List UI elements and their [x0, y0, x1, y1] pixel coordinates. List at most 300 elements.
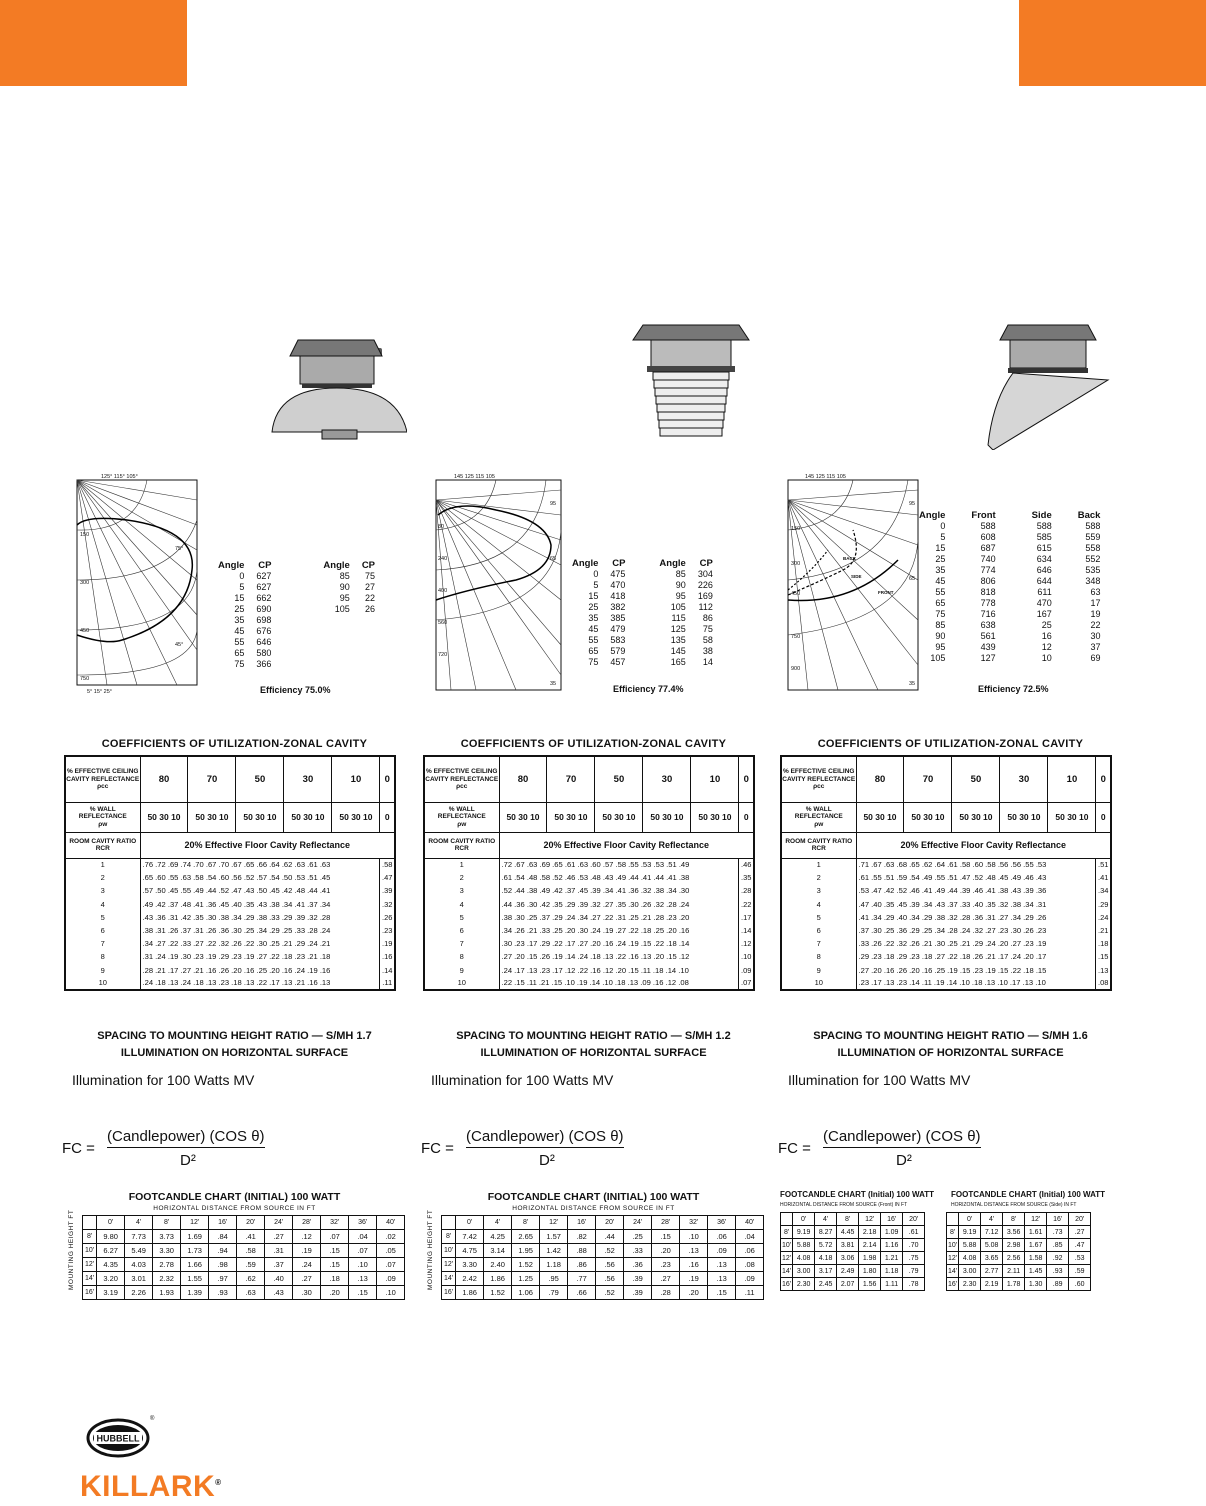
fc-value: 2.14: [859, 1239, 881, 1252]
fc-value: .04: [349, 1230, 377, 1244]
fc-value: .62: [237, 1272, 265, 1286]
cp-angle: 0: [239, 571, 245, 581]
svg-text:65: 65: [550, 556, 557, 562]
ceiling-value: 30: [643, 756, 691, 802]
cu-row: [65, 911, 395, 924]
ceiling-value: 0: [739, 756, 754, 802]
fc-value: .66: [568, 1286, 596, 1300]
formula-numerator: (Candlepower) (COS θ): [466, 1128, 624, 1148]
logo-badge-text: HUBBELL: [96, 1433, 140, 1444]
cu-row: [781, 898, 1111, 911]
svg-text:®: ®: [150, 1416, 155, 1422]
fc-value: 2.40: [484, 1258, 512, 1272]
ceiling-value: 80: [856, 756, 904, 802]
cu-zero-value: .29: [1096, 898, 1111, 911]
cp-angle: 0: [593, 569, 599, 579]
cu-table: [64, 755, 396, 991]
fc-value: .15: [652, 1230, 680, 1244]
wall-reflectance-symbol: ρw: [457, 820, 467, 828]
rcr-value: 4: [424, 898, 499, 911]
fc-row: [83, 1230, 405, 1244]
cp-header-angle: Angle: [572, 558, 599, 569]
cu-zero-value: .19: [380, 937, 395, 950]
cp-row: 55 818 611 63: [935, 587, 1101, 597]
cp-angle: 145: [670, 646, 686, 656]
fc-row: [781, 1278, 925, 1291]
svg-text:150: 150: [80, 532, 90, 538]
fc-value: 1.18: [881, 1265, 903, 1278]
cu-row: [424, 911, 754, 924]
killark-logo-text: KILLARK®: [80, 1470, 222, 1503]
cp-row: 65 778 470 17: [935, 598, 1101, 608]
lower-section-3: [778, 300, 1123, 1300]
fc-value: .82: [568, 1230, 596, 1244]
mounting-height-label: MOUNTING HEIGHT FT: [427, 1209, 434, 1290]
cu-row: [424, 884, 754, 897]
svg-text:125° 115° 105°: 125° 115° 105°: [101, 474, 138, 480]
fc-value: .27: [652, 1272, 680, 1286]
fc-value: 3.73: [153, 1230, 181, 1244]
footcandle-table-wrap: [82, 1215, 405, 1300]
fc-value: .28: [652, 1286, 680, 1300]
fc-value: .36: [624, 1258, 652, 1272]
cp-value: 580: [256, 648, 272, 658]
cp-angle: 45: [588, 624, 599, 634]
cu-table-title: COEFFICIENTS OF UTILIZATION-ZONAL CAVITY: [460, 738, 727, 750]
fc-value: .05: [377, 1244, 405, 1258]
cp-row: 75 716 167 19: [935, 609, 1101, 619]
cp-header-cp: CP: [612, 558, 626, 569]
svg-text:450: 450: [80, 628, 90, 634]
fc-value: .13: [708, 1272, 736, 1286]
rcr-value: 2: [781, 871, 856, 884]
fc-value: 3.30: [456, 1258, 484, 1272]
svg-text:300: 300: [791, 561, 801, 567]
svg-text:95: 95: [909, 501, 916, 507]
wall-value: 0: [739, 802, 754, 832]
fc-value: .56: [596, 1258, 624, 1272]
lower-section-1: [62, 300, 407, 1300]
wall-value: 0: [1096, 802, 1111, 832]
cp-value: 470: [610, 580, 626, 590]
fc-col-header: 12': [540, 1216, 568, 1230]
cp-value: 627: [256, 571, 272, 581]
svg-text:240: 240: [438, 556, 448, 562]
rcr-label: ROOM CAVITY RATIO RCR: [65, 832, 140, 858]
cp-value: 418: [610, 591, 626, 601]
floor-cavity-note: 20% Effective Floor Cavity Reflectance: [856, 832, 1111, 858]
cp-angle: 15: [588, 591, 599, 601]
fc-row: [947, 1278, 1091, 1291]
efficiency-label: Efficiency 75.0%: [260, 685, 331, 695]
rcr-value: 7: [781, 937, 856, 950]
fc-value: 3.65: [981, 1252, 1003, 1265]
fc-value: 4.03: [125, 1258, 153, 1272]
fc-row: [947, 1265, 1091, 1278]
cu-zero-value: .14: [739, 924, 754, 937]
fc-col-header: 12': [1025, 1213, 1047, 1226]
cu-values: .72 .67 .63 .69 .65 .61 .63 .60 .57 .58 .55 .53 .53 .51 .49: [499, 858, 739, 871]
rcr-value: 8: [65, 950, 140, 963]
fc-value: 9.80: [97, 1230, 125, 1244]
fc-value: .27: [265, 1230, 293, 1244]
fc-value: .70: [903, 1239, 925, 1252]
fc-value: 4.08: [959, 1252, 981, 1265]
cp-angle: 25: [588, 602, 599, 612]
fc-value: 1.56: [859, 1278, 881, 1291]
fc-value: 1.45: [1025, 1265, 1047, 1278]
svg-text:300: 300: [80, 580, 90, 586]
fc-value: 1.30: [1025, 1278, 1047, 1291]
ceiling-value: 0: [1096, 756, 1111, 802]
cp-value: 169: [697, 591, 713, 601]
wall-value: 50 30 10: [1000, 802, 1048, 832]
fc-value: .04: [736, 1230, 764, 1244]
fc-value: 3.20: [97, 1272, 125, 1286]
cp-value: 226: [697, 580, 713, 590]
cp-value: 627: [256, 582, 272, 592]
fc-value: 1.25: [512, 1272, 540, 1286]
cu-values: .53 .47 .42 .52 .46 .41 .49 .44 .39 .46 .41 .38 .43 .39 .36: [856, 884, 1096, 897]
fc-value: 3.56: [1003, 1226, 1025, 1239]
cu-row: [781, 911, 1111, 924]
cu-values: .37 .30 .25 .36 .29 .25 .34 .28 .24 .32 .27 .23 .30 .26 .23: [856, 924, 1096, 937]
fc-value: 1.58: [1025, 1252, 1047, 1265]
fc-value: .52: [596, 1244, 624, 1258]
cp-angle: 35: [588, 613, 599, 623]
fc-value: 2.56: [1003, 1252, 1025, 1265]
rcr-value: 3: [65, 884, 140, 897]
fc-col-header: 16': [1047, 1213, 1069, 1226]
fc-value: .15: [321, 1258, 349, 1272]
fc-value: .19: [293, 1244, 321, 1258]
wall-value: 50 30 10: [236, 802, 284, 832]
fc-row: [83, 1286, 405, 1300]
fc-value: 1.61: [1025, 1226, 1047, 1239]
rcr-value: 10: [424, 977, 499, 990]
cu-table: [423, 755, 755, 991]
floor-cavity-note: 20% Effective Floor Cavity Reflectance: [499, 832, 754, 858]
fc-value: .98: [209, 1258, 237, 1272]
cp-angle: 125: [670, 624, 686, 634]
cp-angle: 95: [675, 591, 686, 601]
fc-height: 12': [442, 1258, 456, 1272]
cp-angle: 15: [234, 593, 245, 603]
fc-row: [947, 1252, 1091, 1265]
cp-value: 22: [365, 593, 376, 603]
fc-value: 3.17: [815, 1265, 837, 1278]
fc-row: [442, 1244, 764, 1258]
cu-zero-value: .32: [380, 898, 395, 911]
cu-row: [424, 858, 754, 871]
fc-value: 2.18: [859, 1226, 881, 1239]
fc-value: .44: [596, 1230, 624, 1244]
fc-corner: [947, 1213, 959, 1226]
polar-label-front: FRONT: [878, 590, 894, 595]
rcr-value: 2: [65, 871, 140, 884]
fc-value: .20: [652, 1244, 680, 1258]
fc-row: [781, 1226, 925, 1239]
cp-angle: 65: [588, 646, 599, 656]
cu-zero-value: .16: [380, 950, 395, 963]
fc-col-header: 16': [881, 1213, 903, 1226]
fc-col-header: 4': [981, 1213, 1003, 1226]
rcr-label: ROOM CAVITY RATIO RCR: [424, 832, 499, 858]
cu-values: .31 .24 .19 .30 .23 .19 .29 .23 .19 .27 .22 .18 .23 .21 .18: [140, 950, 380, 963]
wall-value: 50 30 10: [332, 802, 380, 832]
polar-label-side: SIDE: [851, 574, 862, 579]
cp-value: 304: [697, 569, 713, 579]
fc-value: .24: [293, 1258, 321, 1272]
cu-values: .30 .23 .17 .29 .22 .17 .27 .20 .16 .24 .19 .15 .22 .18 .14: [499, 937, 739, 950]
fc-height: 16': [442, 1286, 456, 1300]
fc-value: .09: [736, 1272, 764, 1286]
fc-value: 6.27: [97, 1244, 125, 1258]
cp-angle: 90: [339, 582, 350, 592]
cu-values: .34 .27 .22 .33 .27 .22 .32 .26 .22 .30 .25 .21 .29 .24 .21: [140, 937, 380, 950]
cu-row: [65, 858, 395, 871]
cp-value: 690: [256, 604, 272, 614]
rcr-value: 6: [781, 924, 856, 937]
wall-value: 50 30 10: [284, 802, 332, 832]
fc-value: 4.45: [837, 1226, 859, 1239]
fc-value: 1.21: [881, 1252, 903, 1265]
fc-value: .39: [624, 1272, 652, 1286]
fc-col-header: 20': [1069, 1213, 1091, 1226]
fc-value: 8.27: [815, 1226, 837, 1239]
fc-value: 2.42: [456, 1272, 484, 1286]
cp-angle: 105: [334, 604, 350, 614]
cu-values: .27 .20 .15 .26 .19 .14 .24 .18 .13 .22 .16 .13 .20 .15 .12: [499, 950, 739, 963]
cp-angle: 55: [588, 635, 599, 645]
cu-row: [424, 924, 754, 937]
wall-value: 50 30 10: [643, 802, 691, 832]
cp-row: 25 740 634 552: [935, 554, 1101, 564]
fc-value: .12: [293, 1230, 321, 1244]
cu-zero-value: .21: [1096, 924, 1111, 937]
cp-header-angle: Angle: [218, 560, 245, 571]
illumination-title: ILLUMINATION ON HORIZONTAL SURFACE: [120, 1047, 349, 1059]
fc-row: [442, 1230, 764, 1244]
cu-zero-value: .41: [1096, 871, 1111, 884]
fc-value: 1.93: [153, 1286, 181, 1300]
fc-col-header: 8': [512, 1216, 540, 1230]
cu-values: .24 .17 .13 .23 .17 .12 .22 .16 .12 .20 .15 .11 .18 .14 .10: [499, 964, 739, 977]
fc-value: 2.98: [1003, 1239, 1025, 1252]
wall-reflectance-label: [65, 802, 140, 832]
rcr-value: 8: [781, 950, 856, 963]
fc-value: 1.11: [881, 1278, 903, 1291]
fc-value: 4.18: [815, 1252, 837, 1265]
spacing-ratio: SPACING TO MOUNTING HEIGHT RATIO — S/MH 1.7: [97, 1030, 372, 1042]
svg-text:150: 150: [791, 526, 801, 532]
cu-row: [424, 977, 754, 990]
fc-height: 16': [781, 1278, 793, 1291]
fc-value: .92: [1047, 1252, 1069, 1265]
cu-zero-value: .23: [380, 924, 395, 937]
cp-value: 583: [610, 635, 626, 645]
cp-value: 698: [256, 615, 272, 625]
fc-col-header: 4': [815, 1213, 837, 1226]
cp-row: 0 588 588 588: [940, 521, 1101, 531]
fc-col-header: 24': [265, 1216, 293, 1230]
cu-zero-value: .08: [1096, 977, 1111, 990]
ceiling-reflectance-label: [781, 756, 856, 802]
fc-col-header: 0': [97, 1216, 125, 1230]
fc-col-header: 12': [859, 1213, 881, 1226]
svg-text:95: 95: [550, 501, 557, 507]
fc-col-header: 16': [568, 1216, 596, 1230]
fc-value: .13: [708, 1258, 736, 1272]
wall-reflectance-text: % WALL REFLECTANCE: [794, 805, 843, 821]
fc-row: [442, 1286, 764, 1300]
cp-row: 95 439 12 37: [935, 642, 1101, 652]
cu-zero-value: .34: [1096, 884, 1111, 897]
fc-value: 1.98: [859, 1252, 881, 1265]
cu-zero-value: .09: [739, 964, 754, 977]
rcr-value: 9: [781, 964, 856, 977]
formula-numerator: (Candlepower) (COS θ): [823, 1128, 981, 1148]
cp-angle: 5: [239, 582, 245, 592]
fc-row: [781, 1252, 925, 1265]
fc-height: 12': [781, 1252, 793, 1265]
cp-value: 366: [256, 659, 272, 669]
cu-values: .34 .26 .21 .33 .25 .20 .30 .24 .19 .27 .22 .18 .25 .20 .16: [499, 924, 739, 937]
cu-zero-value: .12: [739, 937, 754, 950]
fc-value: 1.52: [484, 1286, 512, 1300]
cu-zero-value: .11: [380, 977, 395, 990]
fc-value: .15: [349, 1286, 377, 1300]
ceiling-value: 70: [904, 756, 952, 802]
svg-text:45°: 45°: [175, 642, 184, 648]
fc-col-header: 28': [293, 1216, 321, 1230]
cu-values: .28 .21 .17 .27 .21 .16 .26 .20 .16 .25 .20 .16 .24 .19 .16: [140, 964, 380, 977]
cp-header-angle: Angle: [919, 510, 946, 521]
cp-value: 14: [702, 657, 713, 667]
cu-values: .27 .20 .16 .26 .20 .16 .25 .19 .15 .23 .19 .15 .22 .18 .15: [856, 964, 1096, 977]
fc-value: 2.07: [837, 1278, 859, 1291]
cp-angle: 105: [670, 602, 686, 612]
ceiling-value: 70: [188, 756, 236, 802]
fc-height: 14': [781, 1265, 793, 1278]
wall-value: 50 30 10: [1048, 802, 1096, 832]
fc-value: .31: [265, 1244, 293, 1258]
fc-corner: [442, 1216, 456, 1230]
cu-row: [781, 884, 1111, 897]
fc-value: 1.78: [1003, 1278, 1025, 1291]
cu-values: .44 .36 .30 .42 .35 .29 .39 .32 .27 .35 .30 .26 .32 .28 .24: [499, 898, 739, 911]
cu-table: [780, 755, 1112, 991]
footcandle-table: [441, 1215, 764, 1300]
floor-cavity-note: 20% Effective Floor Cavity Reflectance: [140, 832, 395, 858]
cu-row: [781, 871, 1111, 884]
rcr-value: 6: [424, 924, 499, 937]
footcandle-formula: [421, 1128, 766, 1178]
fc-value: 1.16: [881, 1239, 903, 1252]
illumination-watts: Illumination for 100 Watts MV: [788, 1072, 971, 1088]
fc-value: 1.18: [540, 1258, 568, 1272]
formula-denominator: D²: [180, 1152, 196, 1169]
cu-row: [65, 950, 395, 963]
fc-value: 5.88: [959, 1239, 981, 1252]
fc-col-header: 20': [237, 1216, 265, 1230]
cu-row: [781, 950, 1111, 963]
fc-value: 3.30: [153, 1244, 181, 1258]
efficiency-label: Efficiency 72.5%: [978, 684, 1049, 694]
cp-angle: 35: [234, 615, 245, 625]
fc-col-header: 20': [596, 1216, 624, 1230]
cu-row: [781, 937, 1111, 950]
fc-value: .19: [680, 1272, 708, 1286]
footcandle-table-side: [946, 1212, 1091, 1291]
fc-row: [442, 1272, 764, 1286]
fc-value: .27: [293, 1272, 321, 1286]
fc-value: 1.86: [456, 1286, 484, 1300]
fc-value: .86: [568, 1258, 596, 1272]
fc-col-header: 0': [456, 1216, 484, 1230]
fc-value: .79: [903, 1265, 925, 1278]
cp-angle: 85: [339, 571, 350, 581]
rcr-value: 10: [781, 977, 856, 990]
fc-value: .79: [540, 1286, 568, 1300]
fc-value: .07: [321, 1230, 349, 1244]
fc-corner: [83, 1216, 97, 1230]
footcandle-table: [82, 1215, 405, 1300]
footcandle-chart-title-front: FOOTCANDLE CHART (Initial) 100 WATT: [780, 1190, 935, 1199]
fc-value: .43: [265, 1286, 293, 1300]
fc-value: 3.00: [959, 1265, 981, 1278]
rcr-value: 4: [781, 898, 856, 911]
cu-zero-value: .14: [380, 964, 395, 977]
cu-row: [781, 964, 1111, 977]
cu-zero-value: .26: [380, 911, 395, 924]
fc-value: .08: [736, 1258, 764, 1272]
fc-value: .23: [652, 1258, 680, 1272]
fc-value: .61: [903, 1226, 925, 1239]
fc-value: .07: [349, 1244, 377, 1258]
fc-value: .25: [624, 1230, 652, 1244]
wall-value: 50 30 10: [547, 802, 595, 832]
orange-tab-right: [1019, 0, 1206, 86]
fc-value: 2.11: [1003, 1265, 1025, 1278]
rcr-value: 6: [65, 924, 140, 937]
cp-value: 75: [365, 571, 376, 581]
spacing-ratio: SPACING TO MOUNTING HEIGHT RATIO — S/MH 1.2: [456, 1030, 731, 1042]
cp-value: 58: [702, 635, 713, 645]
cu-table-title: COEFFICIENTS OF UTILIZATION-ZONAL CAVITY: [817, 738, 1084, 750]
footcandle-formula: [778, 1128, 1123, 1178]
spacing-ratio: SPACING TO MOUNTING HEIGHT RATIO — S/MH 1.6: [813, 1030, 1088, 1042]
cu-zero-value: .07: [739, 977, 754, 990]
svg-text:5° 15° 25°: 5° 15° 25°: [87, 689, 112, 695]
cp-header-side: Side: [1031, 510, 1052, 521]
cu-zero-value: .46: [739, 858, 754, 871]
fc-value: 9.19: [959, 1226, 981, 1239]
fc-row: [83, 1272, 405, 1286]
fc-value: .39: [624, 1286, 652, 1300]
svg-text:80: 80: [438, 524, 445, 530]
polar-label-back: BACK: [843, 556, 856, 561]
cu-values: .71 .67 .63 .68 .65 .62 .64 .61 .58 .60 .58 .56 .56 .55 .53: [856, 858, 1096, 871]
wall-value: 50 30 10: [188, 802, 236, 832]
illumination-watts: Illumination for 100 Watts MV: [72, 1072, 255, 1088]
fc-value: .15: [708, 1286, 736, 1300]
cu-values: .61 .55 .51 .59 .54 .49 .55 .51 .47 .52 .48 .45 .49 .46 .43: [856, 871, 1096, 884]
fc-col-header: 32': [321, 1216, 349, 1230]
cu-zero-value: .15: [1096, 950, 1111, 963]
fc-value: .10: [377, 1286, 405, 1300]
fc-value: .47: [1069, 1239, 1091, 1252]
